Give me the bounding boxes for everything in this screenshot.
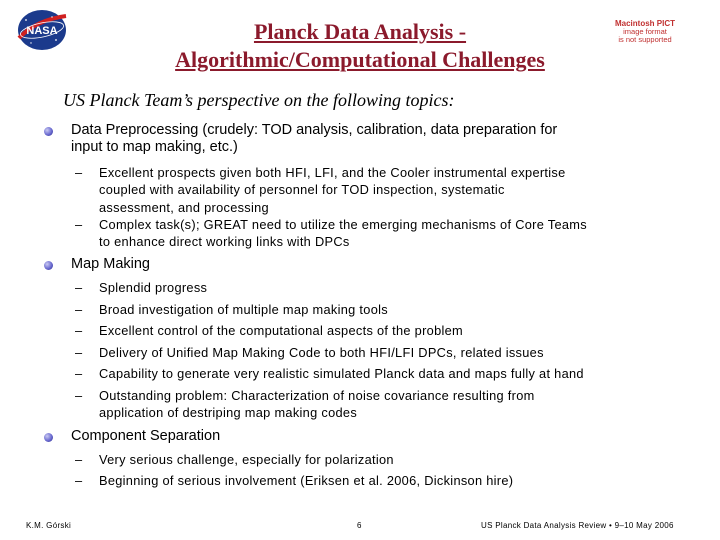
bullet-icon xyxy=(44,433,53,442)
title-line-1: Planck Data Analysis - xyxy=(253,19,467,44)
dash-marker: – xyxy=(75,366,83,382)
dash-marker: – xyxy=(75,216,83,232)
sub-item-line: coupled with availability of personnel for TOD inspection, systematic xyxy=(99,182,505,198)
sub-item-line: Delivery of Unified Map Making Code to both HFI/LFI DPCs, related issues xyxy=(99,344,544,360)
slide-title xyxy=(90,18,630,74)
sub-item-line: application of destriping map making codes xyxy=(99,405,358,421)
dash-marker: – xyxy=(75,451,83,467)
dash-marker: – xyxy=(75,165,83,180)
section-line: Component Separation xyxy=(71,427,221,444)
placeholder-line-3: is not supported xyxy=(618,35,672,44)
sub-item xyxy=(40,299,700,321)
sub-item xyxy=(40,277,700,299)
bullet-icon xyxy=(44,261,53,270)
sub-item-line: Excellent control of the computational aspects of the problem xyxy=(99,323,464,339)
dash-marker: – xyxy=(75,280,83,296)
sub-item-line: Broad investigation of multiple map making tools xyxy=(99,301,388,317)
sub-item xyxy=(40,216,700,251)
sub-item xyxy=(40,449,700,471)
sub-item-line: Complex task(s); GREAT need to utilize the emerging mechanisms of Core Teams xyxy=(99,216,587,232)
sub-item-line: Beginning of serious involvement (Eriksen et al. 2006, Dickinson hire) xyxy=(99,473,514,489)
slide-body xyxy=(40,122,700,492)
placeholder-line-1: Macintosh PICT xyxy=(614,19,676,28)
sub-item xyxy=(40,342,700,364)
title-line-2: Algorithmic/Computational Challenges xyxy=(175,47,545,72)
bullet-icon xyxy=(44,127,53,136)
section-line: Data Preprocessing (crudely: TOD analysis, calibration, data preparation for xyxy=(71,122,558,138)
placeholder-line-2: image format xyxy=(623,27,667,36)
section-line: Map Making xyxy=(71,256,150,273)
sub-item-line: Excellent prospects given both HFI, LFI, and the Cooler instrumental expertise xyxy=(99,165,566,180)
dash-marker: – xyxy=(75,387,83,403)
slide-subtitle: US Planck Team’s perspective on the following topics: xyxy=(63,90,455,110)
section-line: input to map making, etc.) xyxy=(71,139,238,155)
sub-item-line: Capability to generate very realistic simulated Planck data and maps fully at hand xyxy=(99,366,584,382)
footer-author: K.M. Górski xyxy=(26,521,72,530)
sub-item xyxy=(40,320,700,342)
nasa-logo xyxy=(16,8,68,52)
footer-event: US Planck Data Analysis Review • 9–10 May 2006 xyxy=(481,521,674,530)
sub-item-line: to enhance direct working links with DPCs xyxy=(99,234,350,250)
section-map-making xyxy=(40,256,700,273)
sub-item-line: Splendid progress xyxy=(99,280,208,296)
footer-page-number: 6 xyxy=(357,521,362,530)
sub-item xyxy=(40,470,700,492)
sub-item xyxy=(40,387,700,422)
dash-marker: – xyxy=(75,301,83,317)
section-data-preprocessing xyxy=(40,122,700,156)
dash-marker: – xyxy=(75,323,83,339)
dash-marker: – xyxy=(75,473,83,489)
sub-item-line: assessment, and processing xyxy=(99,199,269,215)
logo-text: NASA xyxy=(26,25,58,37)
sub-item xyxy=(40,363,700,385)
section-component-separation xyxy=(40,428,700,445)
dash-marker: – xyxy=(75,344,83,360)
sub-item-line: Outstanding problem: Characterization of noise covariance resulting from xyxy=(99,387,535,403)
sub-item xyxy=(40,164,700,216)
sub-item-line: Very serious challenge, especially for polarization xyxy=(99,451,394,467)
